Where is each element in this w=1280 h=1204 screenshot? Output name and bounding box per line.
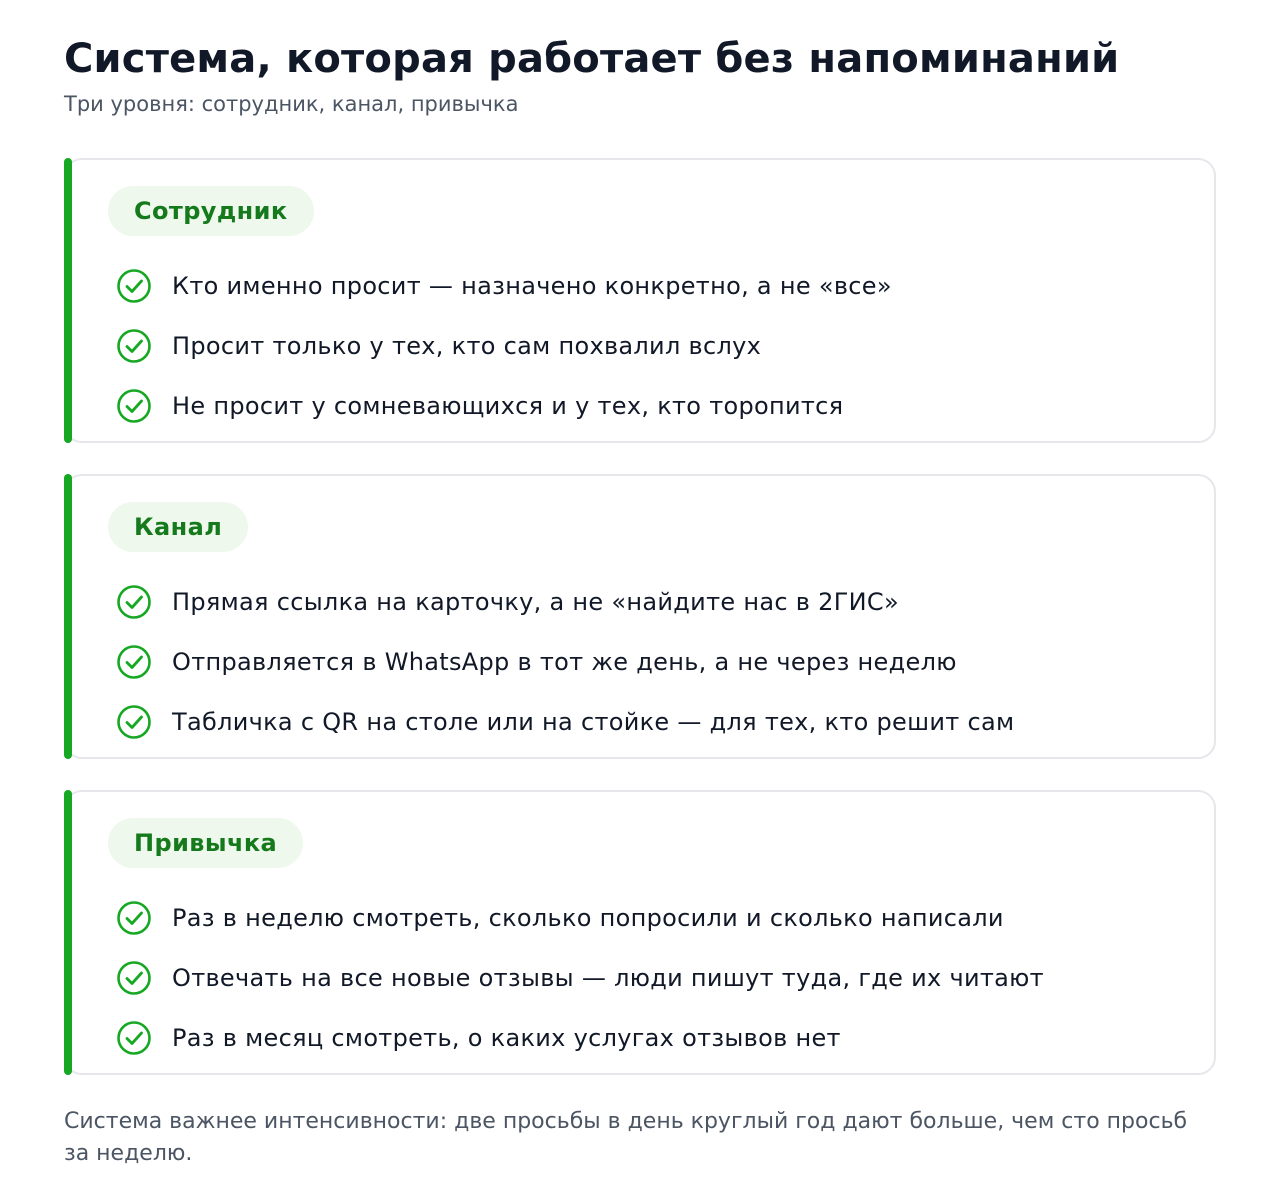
check-circle-icon: [116, 644, 152, 680]
check-circle-icon: [116, 328, 152, 364]
list-item-text: Не просит у сомневающихся и у тех, кто торопится: [172, 392, 844, 420]
list-item-text: Раз в месяц смотреть, о каких услугах отзывов нет: [172, 1024, 841, 1052]
page: [64, 34, 1216, 1170]
list-item: [108, 692, 1174, 752]
list-item-text: Просит только у тех, кто сам похвалил вслух: [172, 332, 762, 360]
list-item: [108, 1008, 1174, 1068]
list-item: [108, 256, 1174, 316]
list-item: [108, 376, 1174, 436]
list-item: [108, 888, 1174, 948]
list-item: [108, 632, 1174, 692]
levels-list: [64, 158, 1216, 1075]
list-item-text: Отвечать на все новые отзывы — люди пишут туда, где их читают: [172, 964, 1044, 992]
page-title: Система, которая работает без напоминаний: [64, 36, 1120, 82]
list-item: [108, 948, 1174, 1008]
check-circle-icon: [116, 1020, 152, 1056]
list-item-text: Кто именно просит — назначено конкретно, а не «все»: [172, 272, 892, 300]
list-item: [108, 316, 1174, 376]
level-card-employee: [64, 158, 1216, 443]
footer-note: Система важнее интенсивности: две просьбы в день круглый год дают больше, чем сто просьб за неделю.: [64, 1109, 1188, 1166]
page-subtitle: Три уровня: сотрудник, канал, привычка: [64, 92, 519, 116]
list-item-text: Раз в неделю смотреть, сколько попросили и сколько написали: [172, 904, 1004, 932]
check-circle-icon: [116, 388, 152, 424]
check-circle-icon: [116, 704, 152, 740]
level-items: [108, 256, 1174, 436]
level-badge-channel: Канал: [108, 502, 248, 552]
list-item-text: Табличка с QR на столе или на стойке — для тех, кто решит сам: [172, 708, 1015, 736]
level-badge-employee: Сотрудник: [108, 186, 314, 236]
check-circle-icon: [116, 268, 152, 304]
check-circle-icon: [116, 960, 152, 996]
level-card-channel: [64, 474, 1216, 759]
list-item-text: Отправляется в WhatsApp в тот же день, а не через неделю: [172, 648, 957, 676]
check-circle-icon: [116, 584, 152, 620]
list-item: [108, 572, 1174, 632]
level-items: [108, 572, 1174, 752]
level-badge-habit: Привычка: [108, 818, 303, 868]
check-circle-icon: [116, 900, 152, 936]
level-card-habit: [64, 790, 1216, 1075]
list-item-text: Прямая ссылка на карточку, а не «найдите нас в 2ГИС»: [172, 588, 899, 616]
level-items: [108, 888, 1174, 1068]
